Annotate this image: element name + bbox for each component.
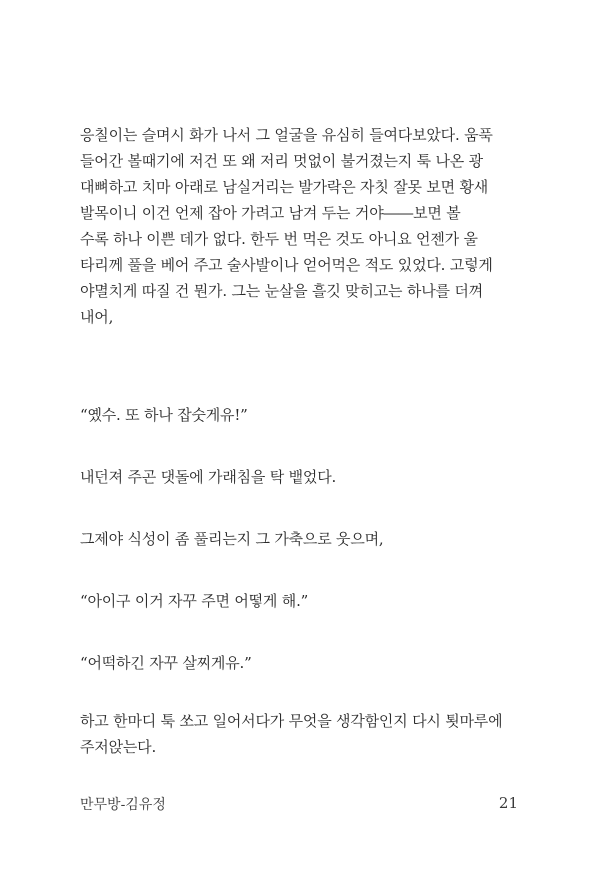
text-line: 응칠이는 슬며시 화가 나서 그 얼굴을 유심히 들여다보았다. 움푹 [80,126,493,144]
text-line: 하고 한마디 툭 쏘고 일어서다가 무엇을 생각함인지 다시 툇마루에 [80,712,503,730]
text-line: 야멸치게 따질 건 뭔가. 그는 눈살을 흘깃 맞히고는 하나를 더껴 [80,282,483,300]
paragraph-1 [80,122,520,330]
paragraph-3: 그제야 식성이 좀 풀리는지 그 가축으로 웃으며, [80,530,384,548]
paragraph-4 [80,708,520,760]
text-line: 수록 하나 이쁜 데가 없다. 한두 번 먹은 것도 아니요 언젠가 울 [80,230,478,248]
paragraph-2: 내던져 주곤 댓돌에 가래침을 탁 뱉었다. [80,468,337,486]
text-line: 타리께 풀을 베어 주고 술사발이나 얻어먹은 적도 있었다. 고렇게 [80,256,493,274]
dialogue-3: “어떡하긴 자꾸 살찌게유.” [80,654,252,672]
dialogue-2: “아이구 이거 자꾸 주면 어떻게 해.” [80,592,309,610]
text-line: 들어간 볼때기에 저건 또 왜 저리 멋없이 불거졌는지 툭 나온 광 [80,152,483,170]
text-line: 발목이니 이건 언제 잡아 가려고 남겨 두는 거야――보면 볼 [80,204,461,222]
text-line: 대뼈하고 치마 아래로 남실거리는 발가락은 자칫 잘못 보면 황새 [80,178,489,196]
dialogue-1: “옜수. 또 하나 잡숫게유!” [80,406,248,424]
footer-title: 만무방-김유정 [80,797,166,813]
text-line: 내어, [80,308,114,326]
page-number: 21 [498,794,518,812]
text-line: 주저앉는다. [80,738,157,756]
